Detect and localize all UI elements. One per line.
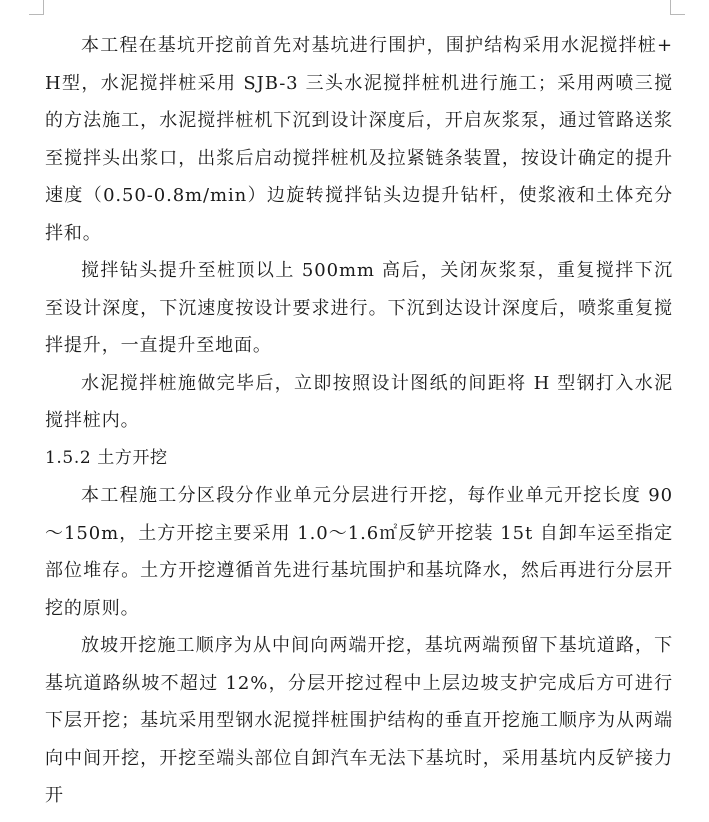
paragraph-h-steel-insertion: 水泥搅拌桩施做完毕后，立即按照设计图纸的间距将 H 型钢打入水泥搅拌桩内。 bbox=[45, 372, 673, 431]
paragraph-drill-lifting: 搅拌钻头提升至桩顶以上 500mm 高后，关闭灰浆泵，重复搅拌下沉至设计深度，下沉速度按设计要求进行。下沉到达设计深度后，喷浆重复搅拌提升，一直提升至地面。 bbox=[45, 260, 673, 356]
document-body bbox=[45, 27, 673, 815]
paragraph-cement-mixing-pile-construction: 本工程在基坑开挖前首先对基坑进行围护，围护结构采用水泥搅拌桩+H型，水泥搅拌桩采用 SJB-3 三头水泥搅拌桩机进行施工；采用两喷三搅的方法施工，水泥搅拌桩机下沉到设计深度后，开启灰浆泵，通过管路送浆至搅拌头出浆口，出浆后启动搅拌桩机及拉紧链条装置，按设计确定的提升速度（0.50-0.8m/min）边旋转搅拌钻头边提升钻杆，使浆液和土体充分拌和。 bbox=[45, 35, 673, 244]
crop-mark-top-right bbox=[670, 0, 685, 15]
paragraph-earthwork-excavation: 本工程施工分区段分作业单元分层进行开挖，每作业单元开挖长度 90～150m，土方开挖主要采用 1.0～1.6㎡反铲开挖装 15t 自卸车运至指定部位堆存。土方开挖遵循首先进行基坑围护和基坑降水，然后再进行分层开挖的原则。 bbox=[45, 485, 673, 619]
paragraph-slope-excavation-sequence: 放坡开挖施工顺序为从中间向两端开挖，基坑两端预留下基坑道路，下基坑道路纵坡不超过 12%，分层开挖过程中上层边坡支护完成后方可进行下层开挖；基坑采用型钢水泥搅拌桩围护结构的垂直开挖施工顺序为从两端向中间开挖，开挖至端头部位自卸汽车无法下基坑时，采用基坑内反铲接力开 bbox=[45, 635, 673, 806]
crop-mark-top-left bbox=[29, 0, 44, 15]
section-heading: 1.5.2 土方开挖 bbox=[45, 447, 168, 468]
